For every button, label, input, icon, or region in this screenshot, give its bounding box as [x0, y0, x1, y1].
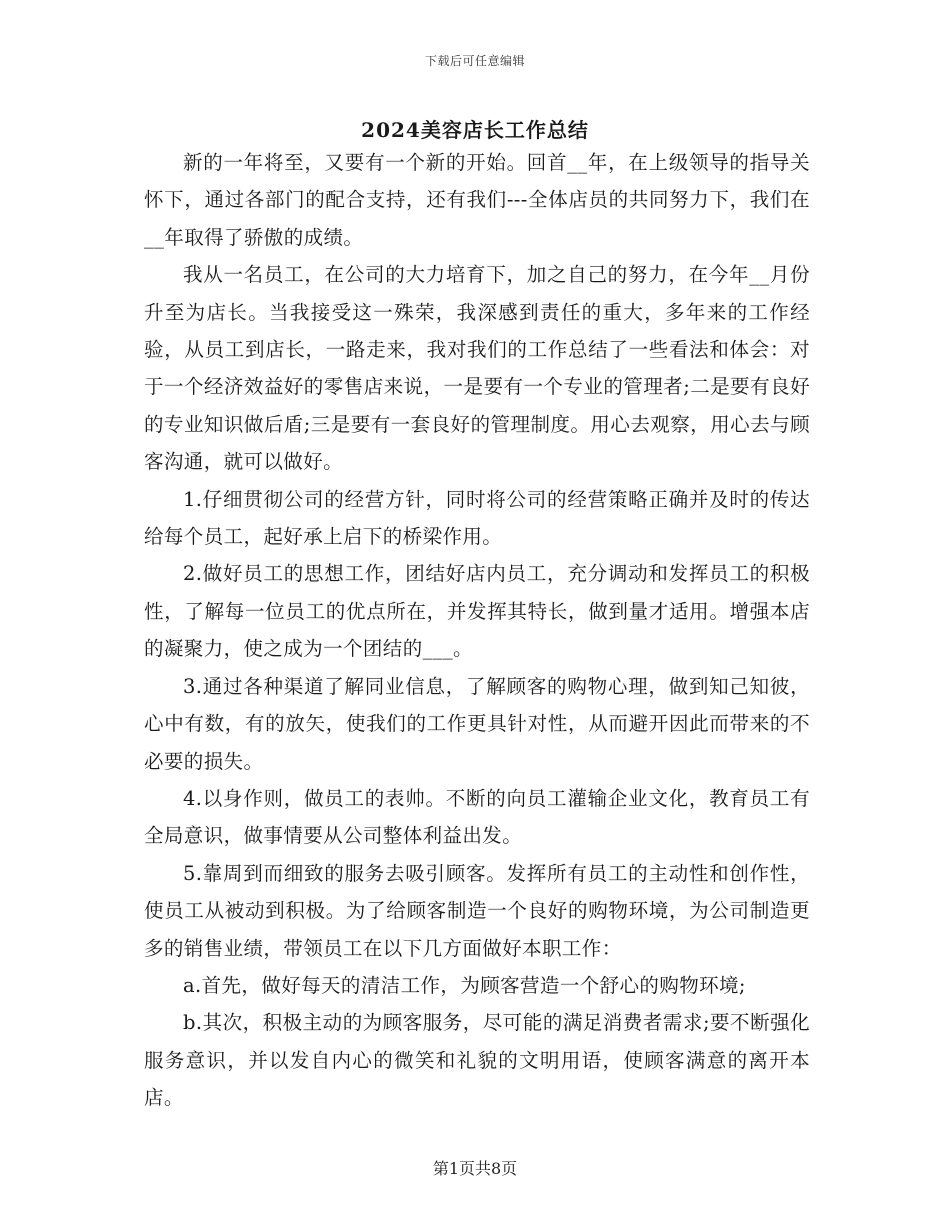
paragraph-item-2: 2.做好员工的思想工作，团结好店内员工，充分调动和发挥员工的积极性，了解每一位员工的优点所在，并发挥其特长，做到量才适用。增强本店的凝聚力，使之成为一个团结的___。 [144, 562, 810, 661]
paragraph-item-4: 4.以身作则，做员工的表帅。不断的向员工灌输企业文化，教育员工有全局意识，做事情要从公司整体利益出发。 [144, 786, 810, 848]
paragraph-item-1: 1.仔细贯彻公司的经营方针，同时将公司的经营策略正确并及时的传达给每个员工，起好承上启下的桥梁作用。 [144, 487, 810, 549]
paragraph-subitem-a: a.首先，做好每天的清洁工作，为顾客营造一个舒心的购物环境; [183, 973, 746, 997]
paragraph-subitem-b: b.其次，积极主动的为顾客服务，尽可能的满足消费者需求;要不断强化服务意识，并以发自内心的微笑和礼貌的文明用语，使顾客满意的离开本店。 [144, 1011, 810, 1110]
page-number-footer: 第1页共8页 [432, 1159, 518, 1178]
paragraph-item-5: 5.靠周到而细致的服务去吸引顾客。发挥所有员工的主动性和创作性，使员工从被动到积极。为了给顾客制造一个良好的购物环境，为公司制造更多的销售业绩，带领员工在以下几方面做好本职工作： [144, 861, 810, 960]
document-title: 2024美容店长工作总结 [361, 118, 589, 142]
paragraph-item-3: 3.通过各种渠道了解同业信息，了解顾客的购物心理，做到知己知彼，心中有数，有的放矢，使我们的工作更具针对性，从而避开因此而带来的不必要的损失。 [144, 674, 810, 773]
paragraph-intro: 新的一年将至，又要有一个新的开始。回首__年，在上级领导的指导关怀下，通过各部门的配合支持，还有我们---全体店员的共同努力下，我们在__年取得了骄傲的成绩。 [144, 151, 810, 249]
document-body [144, 144, 810, 1117]
paragraph-experience: 我从一名员工，在公司的大力培育下，加之自己的努力，在今年__月份升至为店长。当我接受这一殊荣，我深感到责任的重大，多年来的工作经验，从员工到店长，一路走来，我对我们的工作总结了一些看法和体会：对于一个经济效益好的零售店来说，一是要有一个专业的管理者;二是要有良好的专业知识做后盾;三是要有一套良好的管理制度。用心去观察，用心去与顾客沟通，就可以做好。 [144, 263, 810, 474]
header-note: 下载后可任意编辑 [424, 54, 525, 68]
